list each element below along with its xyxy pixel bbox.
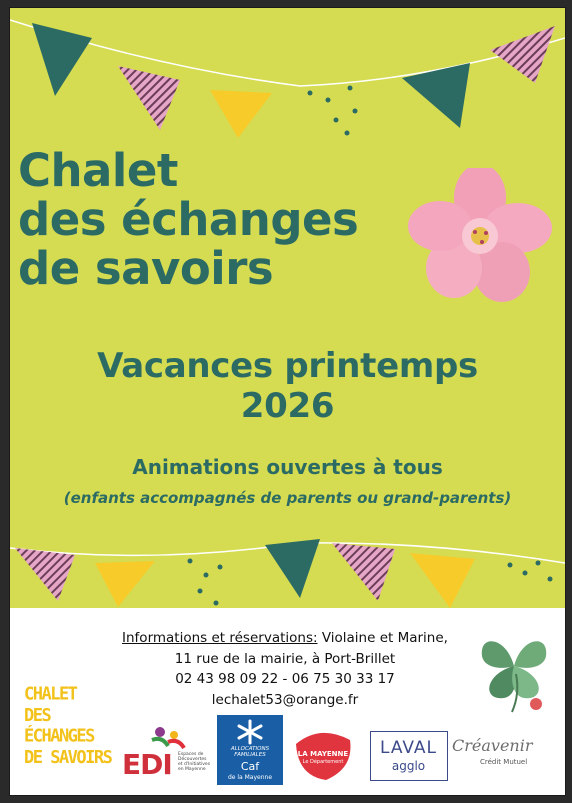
- caf-snowflake-icon: [235, 719, 265, 745]
- poster-page: [10, 8, 565, 795]
- caf-line-2: FAMILIALES: [234, 752, 266, 758]
- title-line-3: de savoirs: [18, 242, 274, 295]
- flag-pink-2: [490, 26, 555, 83]
- subtitle-line-1: Vacances printemps: [97, 346, 478, 386]
- title-line-2: des échanges: [18, 193, 359, 246]
- flag-pink-3: [15, 548, 75, 601]
- contact-info: [90, 628, 480, 710]
- flag-yellow-1: [210, 90, 272, 138]
- animations-headline: Animations ouvertes à tous: [132, 455, 443, 479]
- caf-name: Caf: [240, 760, 260, 773]
- caf-logo: [217, 715, 283, 785]
- subtitle-line-2: 2026: [240, 386, 335, 426]
- info-email: lechalet53@orange.fr: [211, 691, 359, 708]
- edi-tagline: Espaces de Découvertes et d'Initiatives en Mayenne: [178, 752, 211, 772]
- info-contacts: Violaine et Marine,: [317, 630, 448, 646]
- flag-yellow-3: [410, 553, 475, 608]
- laval-bottom: agglo: [391, 759, 426, 773]
- caf-region: de la Mayenne: [227, 774, 273, 781]
- flag-teal-2: [402, 63, 470, 128]
- flag-yellow-2: [95, 561, 155, 607]
- page-title: [18, 146, 398, 293]
- info-label: Informations et réservations:: [122, 630, 318, 646]
- laval-top: LAVAL: [379, 738, 438, 758]
- edi-wordmark: EDI: [122, 748, 172, 781]
- mayenne-name: LA MAYENNE: [297, 750, 349, 758]
- chalet-logo-line-4: DE SAVOIRS: [24, 747, 112, 768]
- info-phones: 02 43 98 09 22 - 06 75 30 33 17: [175, 671, 395, 687]
- flag-pink-4: [332, 543, 395, 601]
- creavenir-logo: [452, 734, 562, 774]
- chalet-logo: [24, 684, 114, 768]
- clover-icon: [468, 620, 560, 716]
- event-subtitle: [10, 346, 565, 426]
- flag-pink-1: [118, 66, 180, 130]
- la-mayenne-logo: [290, 724, 356, 782]
- laval-agglo-logo: [370, 731, 448, 781]
- flag-teal-3: [265, 539, 320, 598]
- chalet-logo-line-3: ÉCHANGES: [24, 726, 94, 747]
- chalet-logo-line-2: DES: [24, 705, 51, 726]
- title-line-1: Chalet: [18, 144, 178, 197]
- bottom-bunting: [10, 523, 565, 608]
- top-bunting: [10, 8, 565, 148]
- creavenir-sub: Crédit Mutuel: [480, 758, 528, 766]
- pink-flower-icon: [405, 168, 555, 308]
- mayenne-sub: Le Département: [302, 759, 344, 765]
- flag-teal-1: [32, 23, 92, 96]
- info-line-1: [90, 628, 480, 649]
- animations-note: (enfants accompagnés de parents ou grand-parents): [63, 489, 512, 507]
- caf-line-1: ALLOCATIONS: [230, 746, 270, 752]
- info-address: 11 rue de la mairie, à Port-Brillet: [174, 650, 396, 667]
- chalet-logo-line-1: CHALET: [24, 684, 77, 705]
- creavenir-wordmark: Créavenir: [452, 736, 533, 755]
- edi-logo: [118, 726, 210, 786]
